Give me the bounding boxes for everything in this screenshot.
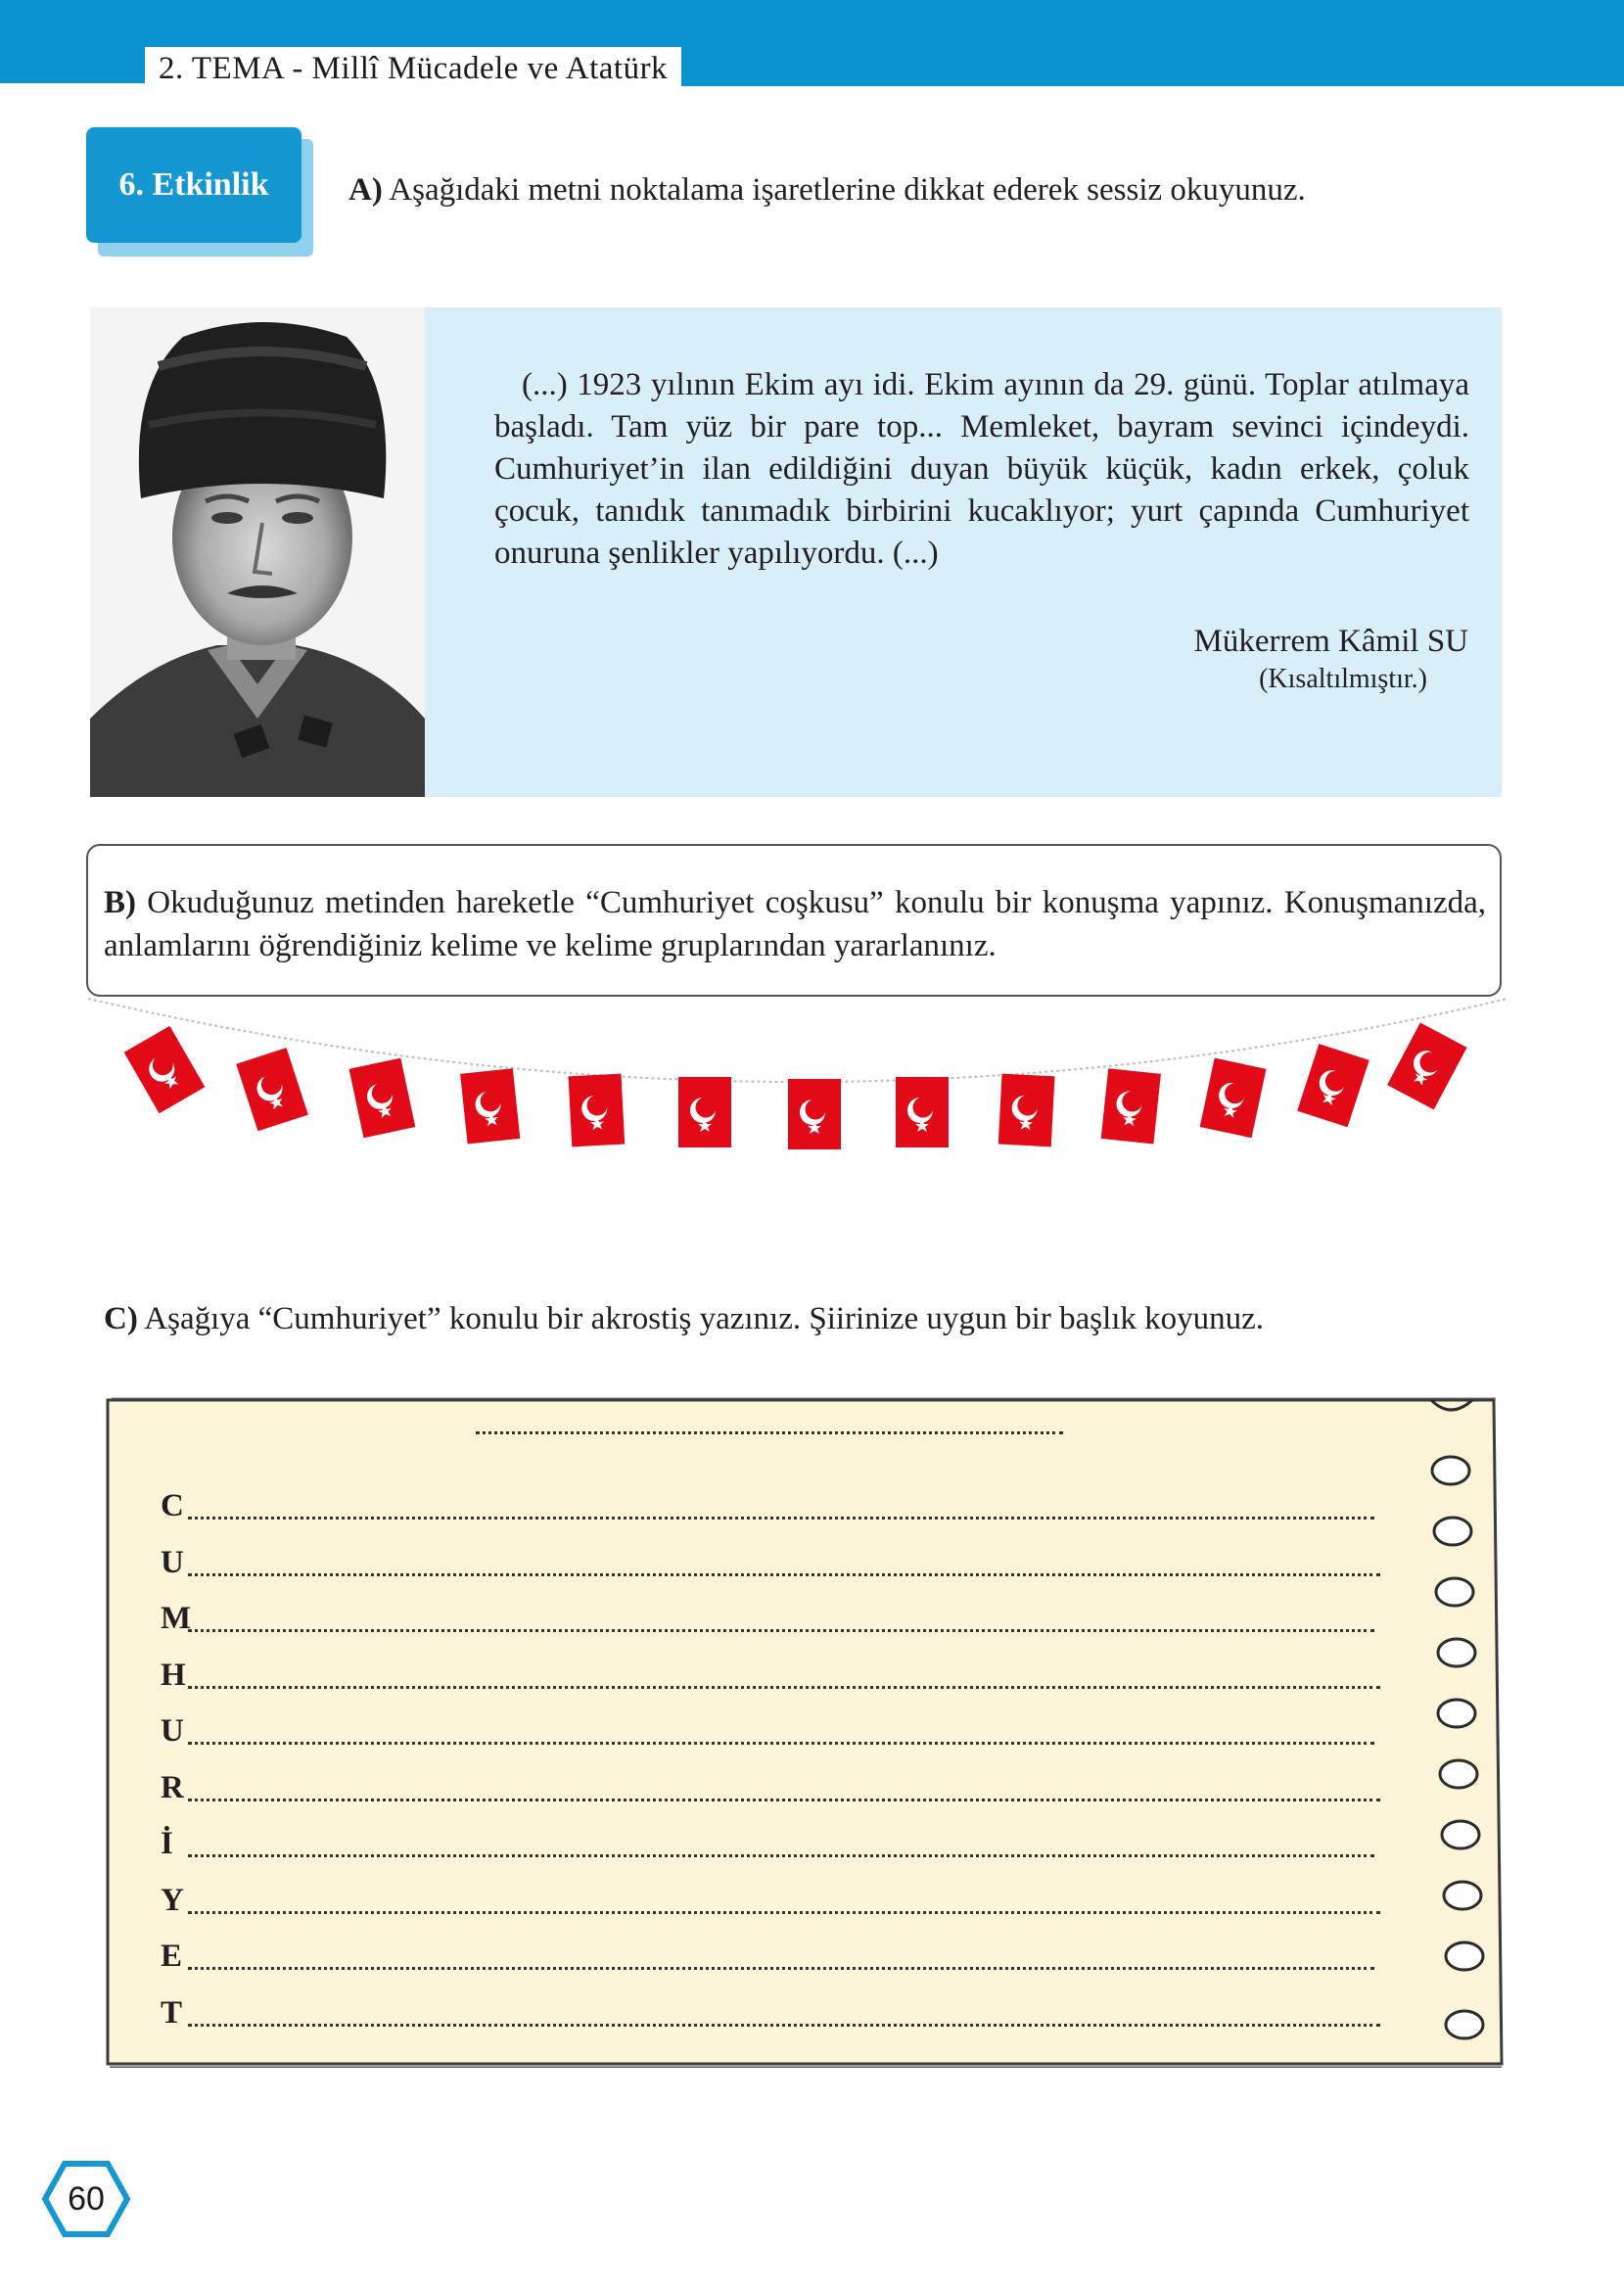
acrostic-letter: H xyxy=(161,1657,186,1693)
acrostic-line[interactable] xyxy=(161,1543,1380,1582)
flag-garland xyxy=(78,979,1547,1253)
acrostic-dotted-line[interactable] xyxy=(188,1799,1380,1801)
acrostic-dotted-line[interactable] xyxy=(188,1967,1374,1970)
acrostic-letter: M xyxy=(161,1601,192,1636)
acrostic-letter: U xyxy=(161,1713,184,1749)
turkish-flag-icon xyxy=(896,1077,949,1147)
instruction-b-text: Okuduğunuz metinden hareketle “Cumhuriyet coşkusu” konulu bir konuşma yapınız. Konuşmanızda, anlamlarını öğrendiğiniz kelime ve kelime gruplarından yararlanınız. xyxy=(104,885,1486,963)
turkish-flag-icon xyxy=(349,1058,416,1139)
acrostic-letter: Y xyxy=(161,1882,184,1918)
acrostic-dotted-line[interactable] xyxy=(188,2024,1380,2027)
quote-text: (...) 1923 yılının Ekim ayı idi. Ekim ayının da 29. günü. Toplar atılmaya başladı. Tam yüz bir pare top... Memleket, bayram sevinci içindeydi. Cumhuriyet’in ilan edildiğini duyan büyük küçük, kadın erkek, çoluk çocuk, tanıdık tanımadık birbirini kucaklıyor; yurt çapında Cumhuriyet onuruna şenlikler yapılıyordu. (...) xyxy=(494,367,1469,571)
poem-title-blank[interactable] xyxy=(476,1431,1063,1434)
label-b: B) xyxy=(104,885,136,920)
acrostic-line[interactable] xyxy=(161,1768,1380,1807)
acrostic-letter: U xyxy=(161,1544,184,1580)
acrostic-line[interactable] xyxy=(161,1824,1374,1863)
portrait-photo xyxy=(90,307,425,797)
acrostic-dotted-line[interactable] xyxy=(188,1517,1374,1520)
acrostic-line[interactable] xyxy=(161,1599,1374,1638)
acrostic-line[interactable] xyxy=(161,1656,1380,1695)
theme-title: 2. TEMA - Millî Mücadele ve Atatürk xyxy=(145,47,681,90)
quote-note: (Kısaltılmıştır.) xyxy=(1259,664,1427,694)
instruction-c xyxy=(104,1297,1474,1340)
acrostic-dotted-line[interactable] xyxy=(188,1742,1374,1745)
acrostic-letter: C xyxy=(161,1488,184,1523)
instruction-b xyxy=(104,881,1486,967)
quote-author: Mükerrem Kâmil SU xyxy=(1193,624,1468,659)
turkish-flag-icon xyxy=(678,1077,731,1147)
turkish-flag-icon xyxy=(236,1048,308,1131)
label-c: C) xyxy=(104,1301,138,1336)
acrostic-dotted-line[interactable] xyxy=(188,1854,1374,1857)
portrait-photo-icon xyxy=(90,307,425,797)
activity-badge: 6. Etkinlik xyxy=(86,127,302,243)
acrostic-dotted-line[interactable] xyxy=(188,1629,1374,1632)
instruction-a xyxy=(348,168,1523,211)
label-a: A) xyxy=(348,172,383,208)
acrostic-line[interactable] xyxy=(161,1993,1380,2033)
turkish-flag-icon xyxy=(460,1068,520,1144)
turkish-flag-icon xyxy=(1297,1044,1369,1127)
page-number: 60 xyxy=(68,2180,105,2218)
acrostic-dotted-line[interactable] xyxy=(188,1911,1380,1914)
turkish-flag-icon xyxy=(788,1079,841,1149)
instruction-c-text: Aşağıya “Cumhuriyet” konulu bir akrostiş yazınız. Şiirinize uygun bir başlık koyunuz. xyxy=(144,1301,1265,1336)
acrostic-line[interactable] xyxy=(161,1937,1374,1976)
acrostic-letter: R xyxy=(161,1769,184,1805)
turkish-flag-icon xyxy=(998,1074,1055,1147)
turkish-flag-icon xyxy=(124,1026,206,1113)
header-rule-gap xyxy=(0,83,145,86)
acrostic-letter: E xyxy=(161,1939,183,1974)
instruction-a-text: Aşağıdaki metni noktalama işaretlerine dikkat ederek sessiz okuyunuz. xyxy=(389,172,1306,208)
acrostic-dotted-line[interactable] xyxy=(188,1686,1380,1689)
acrostic-letter: İ xyxy=(161,1826,173,1861)
turkish-flag-icon xyxy=(1200,1058,1267,1139)
turkish-flag-icon xyxy=(1387,1022,1466,1109)
acrostic-line[interactable] xyxy=(161,1881,1380,1920)
acrostic-dotted-line[interactable] xyxy=(188,1573,1380,1576)
acrostic-line[interactable] xyxy=(161,1486,1374,1525)
turkish-flag-icon xyxy=(1101,1068,1161,1144)
acrostic-line[interactable] xyxy=(161,1711,1374,1751)
turkish-flag-icon xyxy=(569,1074,626,1147)
acrostic-letter: T xyxy=(161,1994,183,2031)
